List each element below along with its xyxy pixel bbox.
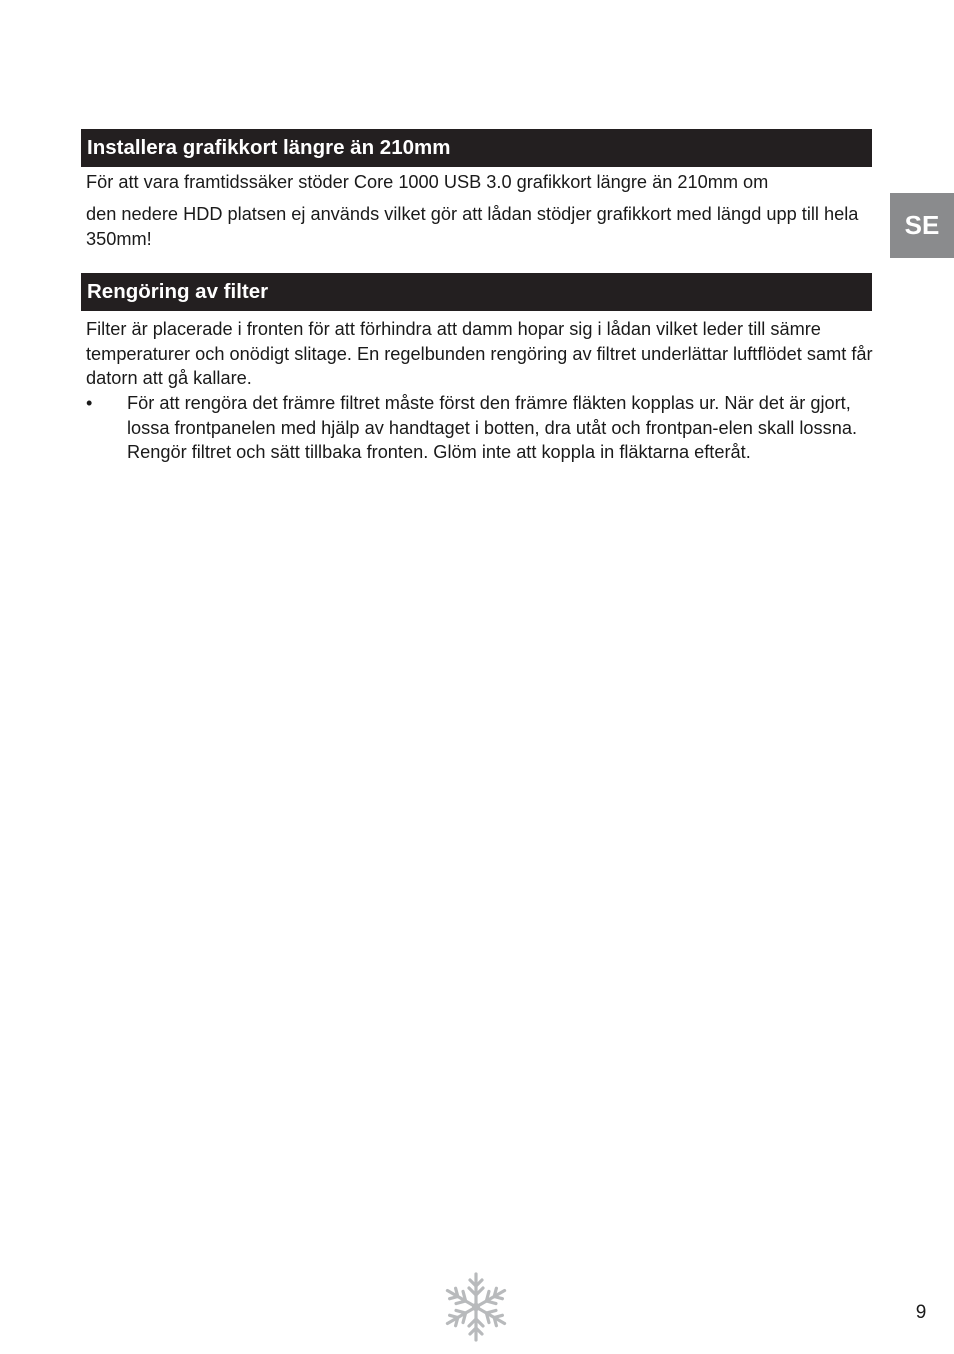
section-heading-filter-cleaning: Rengöring av filter xyxy=(81,273,872,311)
paragraph-graphics-card-rest: den nedere HDD platsen ej används vilket gör att lådan stödjer grafikkort med längd upp till hela 350mm! xyxy=(86,204,859,249)
bullet-text: För att rengöra det främre filtret måste först den främre fläkten kopplas ur. När det är gjort, lossa frontpanelen med hjälp av handtaget i botten, dra utåt och frontpan-elen skall lossna. Rengör filtret och sätt tillbaka fronten. Glöm inte att koppla in fläktarna efteråt. xyxy=(127,393,857,462)
paragraph-graphics-card-line1: För att vara framtidssäker stöder Core 1000 USB 3.0 grafikkort längre än 210mm om xyxy=(86,172,769,192)
snowflake-icon xyxy=(442,1270,510,1344)
bullet-marker: • xyxy=(86,393,93,413)
section-heading-graphics-card: Installera grafikkort längre än 210mm xyxy=(81,129,872,167)
paragraph-filter-cleaning: Filter är placerade i fronten för att förhindra att damm hopar sig i lådan vilket leder till sämre temperaturer och onödigt slitage. En regelbunden rengöring av filtret underlättar luftflödet samt får datorn att gå kallare. xyxy=(86,319,873,388)
page-number: 9 xyxy=(915,1302,927,1323)
language-tab: SE xyxy=(890,193,954,258)
